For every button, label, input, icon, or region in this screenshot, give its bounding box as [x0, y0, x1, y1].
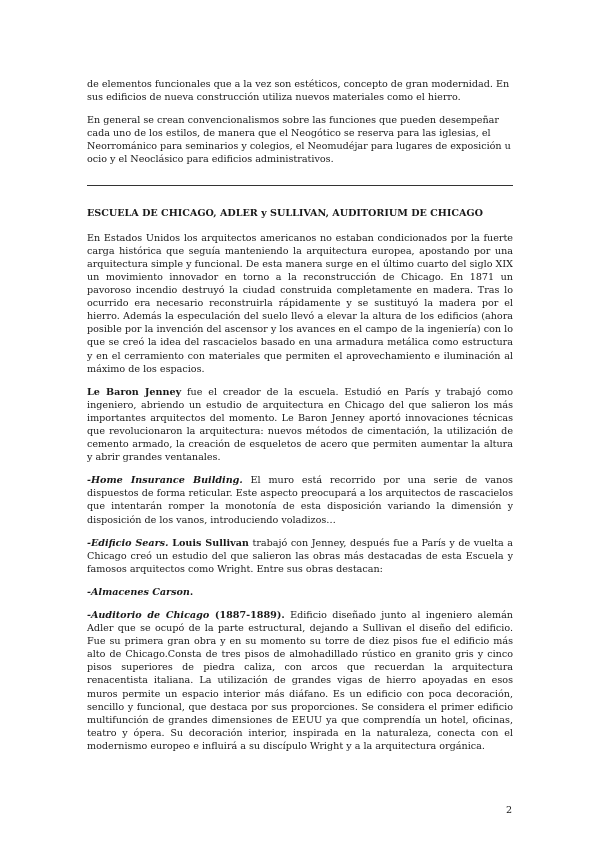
jenney-text: fue el creador de la escuela. Estudió en París y trabajó como ingeniero, abriendo un estudio de arquitectura en Chicago del que salieron los más importantes arquitectos del momento. Le Baron Jenney aportó innovaciones técnicas que revolucionaron la arquitectura: nuevos métodos de cimentación, la utilización de cemento armado, la creación de esqueletos de acero que permiten aumentar la altura y abrir grandes ventanales.: [87, 386, 513, 464]
sears-paragraph: [87, 537, 513, 576]
sears-text: trabajó con Jenney, después fue a París y de vuelta a Chicago creó un estudio del que salieron las obras más destacadas de esta Escuela y famosos arquitectos como Wright. Entre sus obras destacan:: [87, 537, 513, 575]
auditorio-dates: (1887-1889).: [209, 610, 285, 621]
auditorio-text: Edificio diseñado junto al ingeniero alemán Adler que se ocupó de la parte estructural, dejando a Sullivan el diseño del edificio. Fue su primera gran obra y en su momento su torre de diez pisos fue el edificio más alto de Chicago.Consta de tres pisos de almohadillado rústico en granito gris y cinco pisos superiores de piedra caliza, con arcos que recuerdan la arquitectura renacentista italiana. La utilización de grandes vigas de hierro apoyadas en esos muros permite un espacio interior más diáfano. Es un edificio con poca decoración, sencillo y funcional, que destaca por sus proporciones. Se considera el primer edificio multifunción de grandes dimensiones de EEUU ya que comprendía un hotel, oficinas, teatro y ópera. Su decoración interior, inspirada en la naturaleza, conecta con el modernismo europeo e influirá a su discípulo Wright y a la arquitectura orgánica.: [87, 610, 513, 752]
section-heading: ESCUELA DE CHICAGO, ADLER y SULLIVAN, AUDITORIUM DE CHICAGO: [87, 207, 483, 219]
page-content: [87, 78, 513, 763]
auditorio-paragraph: [87, 609, 513, 753]
carson-title: -Almacenes Carson: [87, 586, 190, 598]
page-number: 2: [506, 805, 513, 816]
home-insurance-text: El muro está recorrido por una serie de vanos dispuestos de forma reticular. Este aspecto preocupará a los arquitectos de rascacielos que intentarán romper la monotonía de esta disposición variando la dimensión y disposición de los vanos, introduciendo voladizos…: [87, 475, 513, 526]
home-insurance-paragraph: [87, 474, 513, 526]
jenney-paragraph: [87, 386, 513, 465]
sullivan-name: Louis Sullivan: [168, 537, 249, 549]
carson-paragraph: [87, 586, 513, 599]
jenney-name: Le Baron Jenney: [87, 386, 182, 398]
intro-paragraph-1: de elementos funcionales que a la vez son estéticos, concepto de gran modernidad. En sus edificios de nueva construcción utiliza nuevos materiales como el hierro.: [87, 79, 510, 104]
intro-paragraph-2: En general se crean convencionalismos sobre las funciones que pueden desempeñar cada uno de los estilos, de manera que el Neogótico se reserva para las iglesias, el Neorrománico para seminarios y colegios, el Neomudéjar para lugares de exposición u ocio y el Neoclásico para edificios administrativos.: [87, 115, 511, 166]
carson-tail: .: [189, 586, 194, 598]
sears-title: -Edificio Sears.: [87, 537, 169, 549]
horizontal-divider: [87, 185, 513, 186]
home-insurance-title: -Home Insurance Building.: [87, 475, 243, 487]
chicago-intro-paragraph: En Estados Unidos los arquitectos americanos no estaban condicionados por la fuerte carga histórica que seguía manteniendo la arquitectura europea, apostando por una arquitectura simple y funcional. De esta manera surge en el último cuarto del siglo XIX un movimiento innovador en torno a la reconstrucción de Chicago. En 1871 un pavoroso incendio destruyó la ciudad construida completamente en madera. Tras lo ocurrido era necesario reconstruirla rápidamente y se sustituyó la madera por el hierro. Además la especulación del suelo llevó a elevar la altura de los edificios (ahora posible por la invención del ascensor y los avances en el campo de la ingeniería) con lo que se creó la idea del rascacielos basado en una armadura metálica como estructura y en el cerramiento con materiales que permiten el aprovechamiento e iluminación al máximo de los espacios.: [87, 232, 513, 375]
auditorio-title: -Auditorio de Chicago: [87, 610, 210, 621]
